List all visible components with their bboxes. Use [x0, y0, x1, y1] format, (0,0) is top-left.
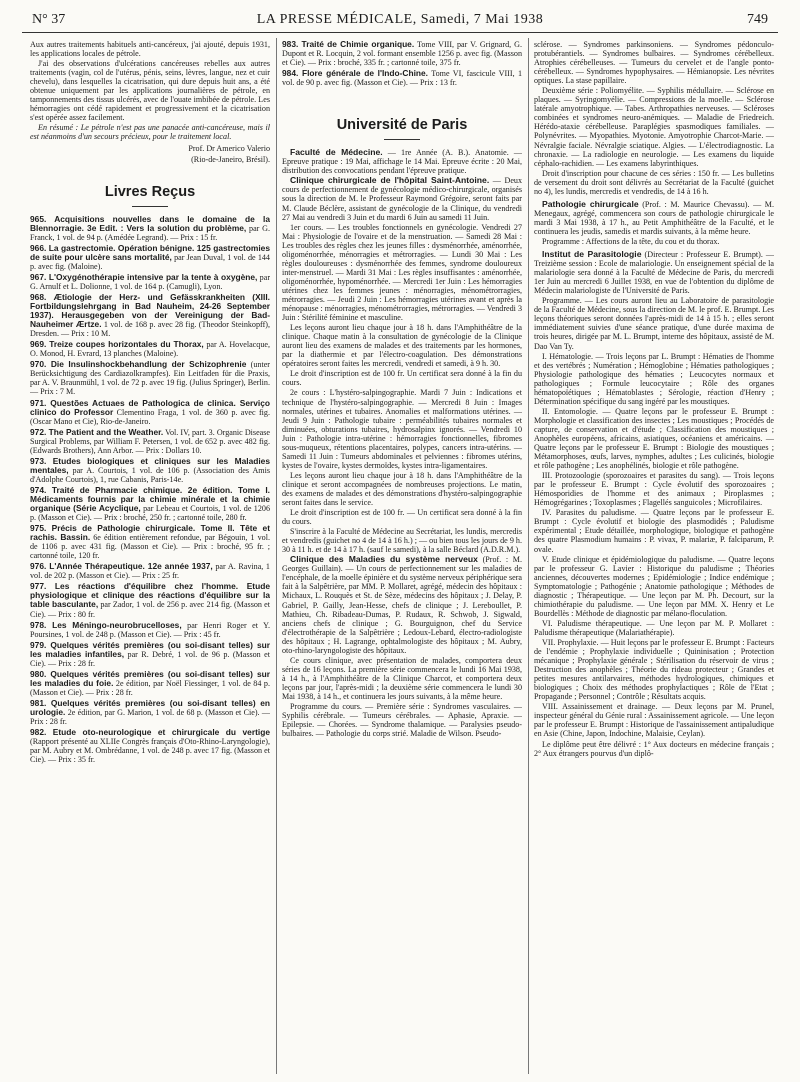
- journal-title: LA PRESSE MÉDICALE, Samedi, 7 Mai 1938: [256, 12, 544, 27]
- notice-text: — Deux cours de perfectionnement de gynécologie médico-chirurgicale, organisés sous la direction de M. le Professeur Raymond Grégoire, seront faits par M. Claude Béclère, assistant de gynécologie de la Clinique, du vendredi 27 Mai au vendredi 3 Juin et du mardi 6 Juin au samedi 11 Juin.: [282, 176, 522, 222]
- column-divider: [276, 38, 277, 1074]
- paragraph: 1er cours. — Les troubles fonctionnels en gynécologie. Vendredi 27 Mai : Physiologie de l'ovaire et de la menstruation. — Samedi 28 Mai : Les troubles des règles chez les jeunes filles : dysménorrhée, aménorrhée, oligoménorrhée, ménorragies et métrorragies. — Lundi 30 Mai : Les règles douloureuses : dysménorrhée des femmes, syndrome douloureux inter-menstruel. — Mardi 31 Mai : Les règles insuffisantes : aménorrhée, oligoménorrhée, hypoménorrhée. — Mercredi 1er Juin : Les hémorragies utérines chez les femmes jeunes : ménorragies, ménométrorragies, métrorragies. — Jeudi 2 Juin : Les hémorragies utérines avant et après la ménopause : ménorragies, ménométrorragies, métrorragies. — Vendredi 3 Juin : Stérilité féminine et masculine.: [282, 222, 522, 323]
- book-details: par Henri Roger et Y. Poursines, 1 vol. de 248 p. (Masson et Cie). — Prix : 45 fr.: [30, 620, 270, 639]
- notice-text: (Prof. : M. Georges Guillain). — Un cours de perfectionnement sur les maladies de l'encéphale, de la moelle épinière et du système nerveux périphérique sera fait à la Salpêtrière, par MM. P. Mollaret, agrégé, médecin des hôpitaux : Michaux, L. Rouquès et St. de Sèze, médecins des hôpitaux ; J. Delay, P. Gabriel, P. Gailly, Jean-Hesse, chefs de clinique ; J. Lereboullet, P. Mathieu, Ch. Ribadeau-Dumas, P. Rudaux, R. Schwob, J. Sigwald, anciens chefs de clinique ; G. Bourguignon, chef du Service d'électrothérapie de la Salpêtrière ; Ledoux-Lebard, électro-radiologiste des hôpitaux ; H. Lagrange, ophtalmologiste des hôpitaux ; M. Aubry, oto-rhino-laryngologiste des hôpitaux.: [282, 555, 522, 655]
- book-details: par A. Ravina, 1 vol. de 202 p. (Masson et Cie). — Prix : 25 fr.: [30, 562, 270, 581]
- book-entry: [30, 340, 270, 358]
- notice-faculte: [282, 148, 522, 175]
- notice-pathologie-chirurgicale: [534, 200, 774, 236]
- book-details: 2e édition, par G. Marion, 1 vol. de 68 p. (Masson et Cie). — Prix : 28 fr.: [30, 708, 270, 727]
- book-title: 982. Etude oto-neurologique et chirurgicale du vertige: [30, 727, 270, 738]
- paragraph: J'ai des observations d'ulcérations cancéreuses rebelles aux autres traitements (vagin, col de l'utérus, pénis, seins, lèvres, langue, nez et cuir chevelu), dans lesquelles la cicatrisation, qui dure depuis huit ans, a été obtenue uniquement par les applications journalières de pétrole, en tamponnements des tissus ulcérés, avec de l'ouate imbibée de pétrole. Les hémorragies ont cédé rapidement et progressivement et la cicatrisation s'est opérée assez facilement.: [30, 59, 270, 123]
- book-entry: [30, 293, 270, 338]
- paragraph: Le diplôme peut être délivré : 1° Aux docteurs en médecine français ; 2° Aux étrangers pourvus d'un diplô-: [534, 739, 774, 758]
- books-list: [282, 40, 522, 87]
- book-title: 975. Précis de Pathologie chirurgicale. Tome II. Tête et rachis. Bassin.: [30, 523, 270, 543]
- paragraph: Les leçons auront lieu chaque jour à 18 h. dans l'Amphithéâtre de la clinique. Chaque matin à la consultation de gynécologie de la Clinique auront lieu des examens de malades et des traitements par les hormones, par la diathermie et par l'électro-coagulation. Des démonstrations opératoires seront faites les mercredi, vendredi et samedi, à 9 h. 30.: [282, 323, 522, 369]
- column-divider: [528, 38, 529, 1074]
- book-title: 969. Treize coupes horizontales du Thorax,: [30, 339, 204, 350]
- book-entry: [30, 428, 270, 455]
- book-entry: [30, 273, 270, 291]
- book-entry: [30, 670, 270, 697]
- book-entry: [30, 524, 270, 560]
- book-details: par Jean Duval, 1 vol. de 144 p. avec fig. (Maloine).: [30, 252, 270, 271]
- section-title-books: Livres Reçus: [104, 183, 196, 200]
- book-title: 977. Les réactions d'équilibre chez l'homme. Etude physiologique et clinique des réactions d'équilibre sur la table basculante,: [30, 581, 270, 610]
- paragraph: Le droit d'inscription est de 100 fr. Un certificat sera donné à la fin du cours.: [282, 369, 522, 388]
- book-details: par R. Debré, 1 vol. de 96 p. (Masson et Cie). — Prix : 28 fr.: [30, 649, 270, 668]
- book-title: 979. Quelques vérités premières (ou soi-disant telles) sur les maladies infantiles,: [30, 639, 270, 659]
- notice-clinique-saint-antoine: [282, 176, 522, 221]
- book-title: 983. Traité de Chimie organique.: [282, 40, 415, 49]
- book-title: 973. Etudes biologiques et cliniques sur les Maladies mentales,: [30, 455, 270, 475]
- book-entry: [30, 486, 270, 522]
- book-details: par A. Courtois, 1 vol. de 106 p. (Association des Amis d'Adolphe Courtois), 1, rue Cabanis, Paris-14e.: [30, 465, 270, 484]
- paragraph: Droit d'inscription pour chacune de ces séries : 150 fr. — Les bulletins de versement du droit sont délivrés au Secrétariat de la Faculté (guichet no 4), les lundis, mercredis et vendredis, de 14 à 16 h.: [534, 168, 774, 196]
- paragraph: VIII. Assainissement et drainage. — Deux leçons par M. Prunel, inspecteur général du Génie rural : Assainissement agricole. — Une leçon par le professeur E. Brumpt : Historique de l'assainissement antipaludique en Asie (Chine, Japon, Indochine, Malaisie, Ceylan).: [534, 702, 774, 739]
- book-details: 1 vol. de 168 p. avec 28 fig. (Theodor Steinkopff), Dresden. — Prix : 10 M.: [30, 320, 270, 339]
- book-details: (Rapport présenté au XLIIe Congrès français d'Oto-Rhino-Laryngologie), par M. Aubry et M. Ombrédanne, 1 vol. de 248 p. avec 17 fig. (Masson et Cie). — Prix : 35 fr.: [30, 737, 270, 765]
- book-entry: [282, 40, 522, 67]
- book-entry: [282, 69, 522, 87]
- book-entry: [30, 399, 270, 426]
- column-1: [30, 40, 270, 1076]
- paragraph: I. Hématologie. — Trois leçons par L. Brumpt : Hématies de l'homme et des vertébrés ; Numération ; Hémoglobine ; Hématies pathologiques ; Physiologie pathologique des hématies ; Leucocytes normaux et pathologiques ; Formule leucocytaire ; Rôle des organes hématopoïétiques ; Hématoblastes ; Sérologie, réaction d'Henry ; Détermination spécifique du sang ingéré par les moustiques.: [534, 351, 774, 406]
- book-details: par Zador, 1 vol. de 256 p. avec 214 fig. (Masson et Cie). — Prix : 80 fr.: [30, 600, 270, 619]
- notice-text: (Prof. : M. Maurice Chevassu). — M. Menegaux, agrégé, commencera son cours de pathologie chirurgicale le mardi 3 Mai 1938, à 17 h., au Petit Amphithéâtre de la Faculté, et le continuera les jeudis, samedis et mardis suivants, à la même heure.: [534, 199, 774, 236]
- book-entry: [30, 457, 270, 484]
- book-entry: [30, 641, 270, 668]
- signature-place: (Rio-de-Janeiro, Brésil).: [191, 154, 270, 164]
- paragraph: Programme du cours. — Première série : Syndromes vasculaires. — Syphilis cérébrale. — Tumeurs cérébrales. — Aphasie, Apraxie. — Epilepsie. — Chorées. — Syndrome thalamique. — Paralysies pseudo-bulbaires. — Pathologie du corps strié. Maladie de Wilson. Pseudo-: [282, 702, 522, 739]
- paragraph: Programme. — Les cours auront lieu au Laboratoire de parasitologie de la Faculté de Médecine, sous la direction de M. le prof. E. Brumpt. Les leçons théoriques seront données l'après-midi de 14 à 15 h. ; elles seront immédiatement suivies d'une séance pratique, d'une durée maxima de trois heures, dirigée par M. L. Brumpt, interne des hôpitaux, assisté de M. Dao Van Ty.: [534, 296, 774, 351]
- book-title: 965. Acquisitions nouvelles dans le domaine de la Blennorragie. 3e Edit. : Vers la solution du problème,: [30, 213, 270, 233]
- notice-institut-parasitologie: [534, 250, 774, 295]
- notice-title: Institut de Parasitologie: [542, 249, 642, 260]
- book-title: 972. The Patient and the Weather.: [30, 426, 164, 437]
- book-title: 984. Flore générale de l'Indo-Chine.: [282, 68, 429, 79]
- book-details: 6e édition entièrement refondue, par Bégouin, 1 vol. de 1106 p. avec 431 fig. (Masson et Cie). — Prix : broché, 95 fr. ; cartonné toile, 120 fr.: [30, 533, 270, 561]
- masthead: [22, 10, 778, 33]
- notice-text: (Directeur : Professeur E. Brumpt). — Treizième session : Ecole de malariologie. Un enseignement spécial de la malariologie sera donné à la Faculté de Médecine de Paris, du mercredi 1er Juin au mercredi 6 Juillet 1938, en vue de l'obtention du diplôme de Médecin malariologiste de l'Université de Paris.: [534, 250, 774, 296]
- paragraph: Aux autres traitements habituels anti-cancéreux, j'ai ajouté, depuis 1931, les applications locales de pétrole.: [30, 40, 270, 59]
- paragraph: VII. Prophylaxie. — Huit leçons par le professeur E. Brumpt : Facteurs de l'endémie ; Prophylaxie individuelle ; Quininisation ; Protection mécanique ; Prophylaxie générale ; Stérilisation du réservoir de virus ; Destruction des anophèles ; Théorie du rideau protecteur ; Grandes et petites mesures antilarvaires, méthodes hydrologiques, chimiques et biologiques ; Choix des méthodes prophylactiques ; Rôle de l'Etat ; Propagande ; Personnel ; Contrôle ; Résultats acquis.: [534, 638, 774, 702]
- book-entry: [30, 699, 270, 726]
- section-title-university: Université de Paris: [336, 117, 468, 134]
- paragraph: IV. Parasites du paludisme. — Quatre leçons par le professeur E. Brumpt : Cycle évolutif et biologie des plasmodidés ; Paludisme expérimental ; Etude détaillée, morphologique, biologique et pathogène des quatre Plasmodium humains : P. vivax, P. malariæ, P. falciparum, P. ovale.: [534, 508, 774, 554]
- book-entry: [30, 215, 270, 242]
- paragraph: III. Protozoologie (sporozoaires et parasites du sang). — Trois leçons par le professeur E. Brumpt : Cycle évolutif des sporozoaires ; Hémosporidies de l'homme et des animaux ; Piroplasmes ; Hémogrégarines ; Toxoplasmes ; Flagellés sanguicoles ; Microfilaires.: [534, 471, 774, 508]
- paragraph: Les leçons auront lieu chaque jour à 18 h. dans l'Amphithéâtre de la clinique et seront accompagnées de nombreuses projections. Le matin, des examens de malades et des démonstrations d'hystéro-salpingographie seront faites dans le service.: [282, 470, 522, 508]
- book-details: Tome VI, fascicule VIII, 1 vol. de 90 p. avec fig. (Masson et Cie). — Prix : 13 fr.: [282, 69, 522, 88]
- book-entry: [30, 728, 270, 764]
- column-2: [282, 40, 522, 1076]
- book-title: 970. Die Insulinshockbehandlung der Schizophrenie: [30, 359, 247, 370]
- paragraph: VI. Paludisme thérapeutique. — Une leçon par M. P. Mollaret : Paludisme thérapeutique (Malariathérapie).: [534, 618, 774, 637]
- book-entry: [30, 562, 270, 580]
- notice-title: Clinique chirurgicale de l'hôpital Saint-Antoine.: [290, 175, 490, 186]
- book-entry: [30, 621, 270, 639]
- paragraph: Programme : Affections de la tête, du cou et du thorax.: [542, 236, 720, 246]
- books-list: [30, 215, 270, 765]
- book-title: 968. Ætiologie der Herz- und Gefässkrankheiten (XIII. Fortbildungslehrgang in Bad Nauheim, 24-26 September 1937). Herausgegeben von der Vereinigung der Bad-Nauheimer Ærtze.: [30, 291, 270, 330]
- title-rule: [132, 206, 168, 207]
- book-details: 2e édition, par Noël Fiessinger, 1 vol. de 84 p. (Masson et Cie). — Prix : 28 fr.: [30, 678, 270, 697]
- book-details: par G. Arnulf et L. Dolionne, 1 vol. de 164 p. (Camugli), Lyon.: [30, 272, 270, 291]
- book-title: 978. Les Méningo-neurobrucelloses,: [30, 619, 182, 630]
- book-title: 974. Traité de Pharmacie chimique. 2e édition. Tome I. Médicaments fournis par la chimie minérale et la chimie organique (Série Acyclique,: [30, 484, 270, 514]
- paragraph: Ce cours clinique, avec présentation de malades, comportera deux séries de 16 leçons. La première série commencera le lundi 16 Mai 1938, à 14 h., à l'Amphithéâtre de la Clinique Charcot, et comportera deux leçons par jour, l'après-midi ; la deuxième série commencera le lundi 30 Mai 1938, à 14 h., et continuera les jours suivants, à la même heure.: [282, 655, 522, 701]
- book-title: 967. L'Oxygénothérapie intensive par la tente à oxygène,: [30, 271, 258, 282]
- notice-title: Pathologie chirurgicale: [542, 198, 639, 209]
- book-details: Clementino Fraga, 1 vol. de 360 p. avec fig. (Oscar Mano et Cie), Rio-de-Janeiro.: [30, 407, 270, 426]
- page-number: 749: [747, 12, 768, 27]
- issue-number: N° 37: [32, 12, 66, 27]
- book-details: par A. Hovelacque, O. Monod, H. Evrard, 13 planches (Maloine).: [30, 340, 270, 359]
- paragraph: Le droit d'inscription est de 100 fr. — Un certificat sera donné à la fin du cours.: [282, 508, 522, 527]
- book-details: (unter Berücksichtigung des Cardiazolkrampfes). Ein Leitfaden für die Praxis, par A. V. Braunmühl, 1 vol. de 72 p. avec 19 fig. (Julius Springer), Berlin. — Prix : 7 M.: [30, 360, 270, 397]
- book-details: Tome VIII, par V. Grignard, G. Dupont et R. Locquin, 2 vol. formant ensemble 1256 p. avec fig. (Masson et Cie). — Prix : broché, 335 fr. ; cartonné toile, 375 fr.: [282, 40, 522, 68]
- book-details: par Lebeau et Courtois, 1 vol. de 1206 p. (Masson et Cie). — Prix : broché, 250 fr. ; cartonné toile, 280 fr.: [30, 504, 270, 523]
- book-details: par G. Franck, 1 vol. de 94 p. (Amédée Legrand). — Prix : 15 fr.: [30, 223, 270, 242]
- title-rule: [384, 139, 420, 140]
- book-details: Vol. IV, part. 3. Organic Disease Surgical Problems, par William F. Petersen, 1 vol. de 652 p. avec 482 fig. (Edwards Brothers), Ann Arbor. — Prix : Dollars 10.: [30, 427, 270, 455]
- book-title: 976. L'Année Thérapeutique. 12e année 1937,: [30, 561, 213, 572]
- book-entry: [30, 582, 270, 618]
- notice-clinique-systeme-nerveux: [282, 555, 522, 655]
- paragraph: En résumé : Le pétrole n'est pas une panacée anti-cancéreuse, mais il est néanmoins d'un secours précieux, pour le traitement local.: [30, 123, 270, 142]
- book-title: 971. Questões Actuaes de Pathologica de clinica. Serviço clinico do Professor: [30, 397, 270, 417]
- paragraph: 2e cours : L'hystéro-salpingographie. Mardi 7 Juin : Indications et technique de l'hystéro-salpingographie. — Mercredi 8 Juin : Images normales, utérines et tubaires. Anomalies et malformations utérines. — Jeudi 9 Juin : Pathologie tubaire : perméabilités tubaires normales et diminuées, obturations tubaires, hydrosalpinx ignorés. — Vendredi 10 Juin : Pathologie intra-utérine : hémorragies fonctionnelles, fibromes sous-muqueux, rétentions placentaires, polypes, cancers intra-utérins. — Samedi 11 Juin : Tumeurs abdominales et pelviennes : fibromes utérins, kystes de l'ovaire, kystes dermoïdes, kystes intra-ligamentaires.: [282, 388, 522, 470]
- paragraph: V. Etude clinique et épidémiologique du paludisme. — Quatre leçons par le professeur G. Lavier : Historique du paludisme ; Théories anciennes, découvertes modernes ; Epidémiologie ; Indice endémique ; Symptomatologie ; Pathogénie ; Anatomie pathologique ; Méthodes de diagnostic ; Thérapeutique. — Une leçon par M. Ph. Decourt, sur la chimiothérapie du paludisme. — Une leçon par MM. X. Henry et Le Bourdellès : Méthode de diagnostic par mélano-floculation.: [534, 554, 774, 618]
- paragraph: S'inscrire à la Faculté de Médecine au Secrétariat, les lundis, mercredis et vendredis (guichet no 4 de 14 à 16 h.) ; — ou bien tous les jours de 9 h. 30 à 11 h. et de 14 à 17 h. (sauf le samedi), à la salle Béclard (A.D.R.M.).: [282, 527, 522, 555]
- paragraph: II. Entomologie. — Quatre leçons par le professeur E. Brumpt : Morphologie et classification des insectes ; Les moustiques ; Procédés de capture, de conservation et d'étude ; Classification des moustiques ; Anophèles européens, africains, asiatiques, océaniens et américains. — Quatre leçons par le professeur E. Brumpt : Biologie des moustiques ; Métamorphoses, œufs, larves, nymphes, adultes ; Les culicinés, biologie et rôle pathogène ; Les anophélinés, biologie et rôle pathogène.: [534, 406, 774, 471]
- book-title: 980. Quelques vérités premières (ou soi-disant telles) sur les maladies du foie.: [30, 668, 270, 688]
- book-entry: [30, 244, 270, 271]
- signature: Prof. Dr Americo Valerio: [188, 143, 270, 153]
- paragraph: sclérose. — Syndromes parkinsoniens. — Syndromes pédonculo-protubérantiels. — Syndromes bulbaires. — Syndromes cérébelleux. Atrophies cérébelleuses. — Tumeurs du cervelet et de l'angle ponto-cérébelleux. — Syndromes hypophysaires. — Hémianopsie. Les névrites optiques. La stase papillaire.: [534, 40, 774, 86]
- book-entry: [30, 360, 270, 396]
- notice-text: — 1re Année (A. B.). Anatomie. — Epreuve pratique : 19 Mai, affichage le 14 Mai. Epreuve écrite : 20 Mai, distribution des convocations pendant l'épreuve pratique.: [282, 148, 522, 176]
- column-3: [534, 40, 774, 1076]
- book-title: 981. Quelques vérités premières (ou soi-disant telles) en urologie.: [30, 697, 270, 717]
- notice-title: Faculté de Médecine.: [290, 147, 383, 158]
- notice-title: Clinique des Maladies du système nerveux: [290, 554, 478, 565]
- paragraph: Deuxième série : Poliomyélite. — Syphilis médullaire. — Sclérose en plaques. — Syringomyélie. — Compressions de la moelle. — Sclérose latérale amyotrophique. — Tabes. Arthropathies nerveuses. — Scléroses combinées et syndromes neuro-anémiques. — Maladie de Friedreich. Hérédo-ataxie cérébelleuse. Paraplégies spasmodiques familiales. — Polynévrites. — Myopathies. Myotonie. Amyotrophie Charcot-Marie. — Névralgie faciale. Névralgie sciatique. Algies. — L'électrodiagnostic. La chronaxie. — La radiologie en neurologie. — Les examens du liquide céphalo-rachidien. — Les examens labyrinthiques.: [534, 86, 774, 168]
- book-title: 966. La gastrectomie. Opération bénigne. 125 gastrectomies de suite pour ulcère sans mortalité,: [30, 242, 270, 262]
